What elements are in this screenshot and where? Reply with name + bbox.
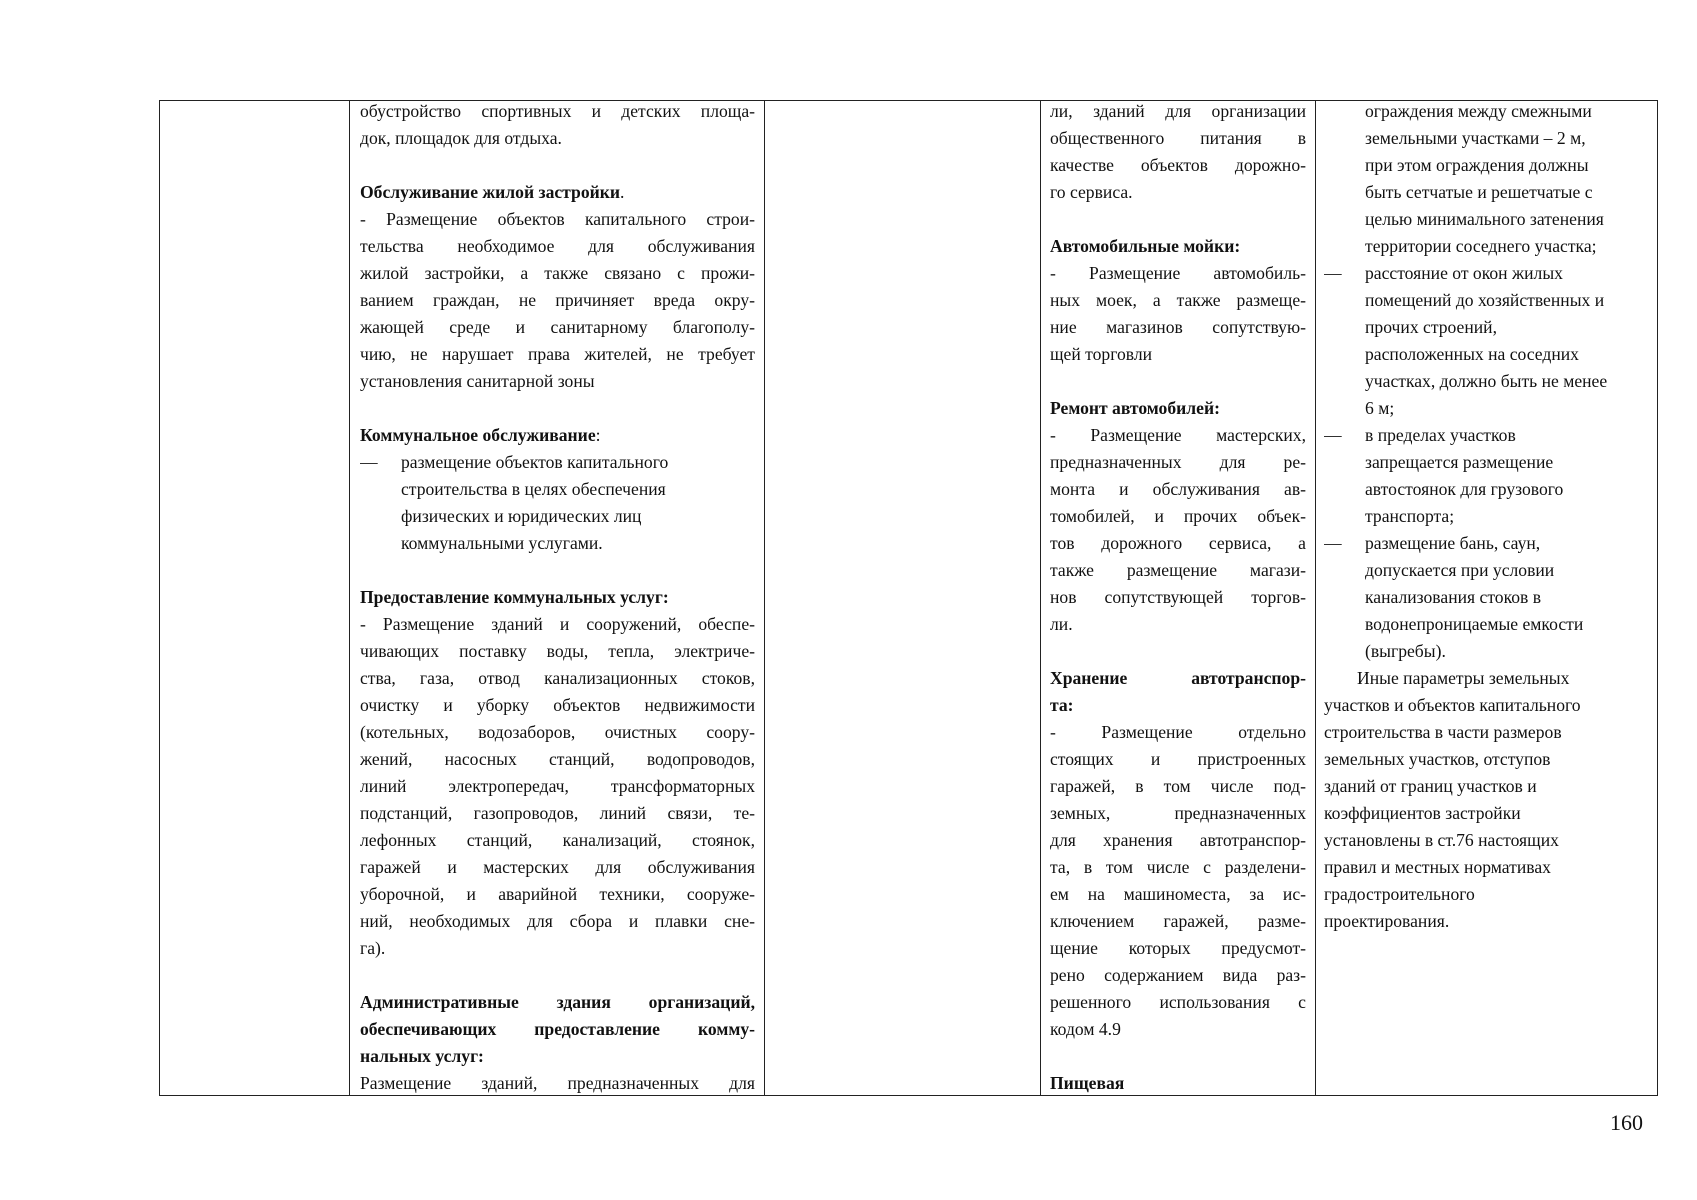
text-line: участках, должно быть не менее: [1365, 371, 1608, 391]
text-line: размещение бань, саун,: [1365, 533, 1541, 553]
text-line: тельства необходимое для обслуживания: [360, 236, 755, 256]
section-heading: Обслуживание жилой застройки.: [360, 182, 625, 202]
text-line: уборочной, и аварийной техники, сооруже-: [360, 884, 755, 904]
text-line: томобилей, и прочих объек-: [1050, 506, 1306, 526]
text-line: решенного использования с: [1050, 992, 1306, 1012]
text-line: целью минимального затенения: [1365, 209, 1604, 229]
text-line: та, в том числе с разделени-: [1050, 857, 1306, 877]
text-line: размещение объектов капитального: [401, 452, 669, 472]
dash-bullet-icon: —: [1324, 533, 1342, 553]
text-line: ем на машиноместа, за ис-: [1050, 884, 1306, 904]
text-line: помещений до хозяйственных и: [1365, 290, 1605, 310]
dash-bullet-icon: —: [1324, 425, 1342, 445]
text-line: (котельных, водозаборов, очистных соору-: [360, 722, 755, 742]
text-line: очистку и уборку объектов недвижимости: [360, 695, 755, 715]
text-line: ключением гаражей, разме-: [1050, 911, 1306, 931]
text-line: для хранения автотранспор-: [1050, 830, 1306, 850]
text-line: общественного питания в: [1050, 128, 1306, 148]
text-line: гаражей и мастерских для обслуживания: [360, 857, 755, 877]
text-line: щей торговли: [1050, 344, 1153, 364]
text-line: рено содержанием вида раз-: [1050, 965, 1306, 985]
text-line: расстояние от окон жилых: [1365, 263, 1563, 283]
text-line: Иные параметры земельных: [1357, 668, 1570, 688]
table-cell-col3: [765, 101, 1040, 1095]
column-divider: [1315, 101, 1316, 1095]
text-line: Размещение зданий, предназначенных для: [360, 1073, 755, 1093]
text-line: строительства в целях обеспечения: [401, 479, 666, 499]
text-line: территории соседнего участка;: [1365, 236, 1597, 256]
text-line: правил и местных нормативах: [1324, 857, 1551, 877]
text-line: в пределах участков: [1365, 425, 1516, 445]
column-divider: [1040, 101, 1041, 1095]
text-line: жений, насосных станций, водопроводов,: [360, 749, 755, 769]
table-cell-col4: [1050, 98, 1306, 1095]
text-line: кодом 4.9: [1050, 1019, 1121, 1039]
text-line: земных, предназначенных: [1050, 803, 1306, 823]
text-line: тов дорожного сервиса, а: [1050, 533, 1306, 553]
text-line: проектирования.: [1324, 911, 1450, 931]
text-line: чивающих поставку воды, тепла, электриче-: [360, 641, 755, 661]
bullet-item: [1324, 530, 1654, 665]
text-line: ли.: [1050, 614, 1073, 634]
text-line: установления санитарной зоны: [360, 371, 595, 391]
text-line: ли, зданий для организации: [1050, 101, 1306, 121]
text-line: ние магазинов сопутствую-: [1050, 317, 1306, 337]
text-line: физических и юридических лиц: [401, 506, 642, 526]
zoning-table: [159, 100, 1658, 1096]
text-line: транспорта;: [1365, 506, 1455, 526]
text-line: (выгребы).: [1365, 641, 1446, 661]
column-divider: [349, 101, 350, 1095]
section-heading: обеспечивающих предоставление комму-: [360, 1019, 755, 1039]
text-line: быть сетчатые и решетчатые с: [1365, 182, 1593, 202]
text-line: предназначенных для ре-: [1050, 452, 1306, 472]
dash-bullet-icon: —: [1324, 263, 1342, 283]
text-line: водонепроницаемые емкости: [1365, 614, 1584, 634]
dash-bullet-icon: —: [360, 452, 378, 472]
section-heading: Ремонт автомобилей:: [1050, 398, 1220, 418]
page-number: 160: [1610, 1110, 1643, 1135]
table-cell-col2: [360, 98, 755, 1095]
text-line: док, площадок для отдыха.: [360, 128, 562, 148]
text-line: автостоянок для грузового: [1365, 479, 1564, 499]
text-line: канализования стоков в: [1365, 587, 1542, 607]
text-line: ограждения между смежными: [1365, 101, 1592, 121]
text-line: обустройство спортивных и детских площа-: [360, 101, 755, 121]
section-heading: Коммунальное обслуживание:: [360, 425, 601, 445]
text-line: жилой застройки, а также связано с прожи-: [360, 263, 755, 283]
section-heading: Пищевая: [1050, 1073, 1125, 1093]
section-heading: Хранение автотранспор-: [1050, 668, 1306, 688]
text-line: земельных участков, отступов: [1324, 749, 1551, 769]
section-heading: Административные здания организаций,: [360, 992, 755, 1012]
section-heading: та:: [1050, 695, 1074, 715]
table-cell-col5: [1324, 98, 1654, 1095]
text-line: при этом ограждения должны: [1365, 155, 1589, 175]
text-line: участков и объектов капитального: [1324, 695, 1581, 715]
text-line: также размещение магази-: [1050, 560, 1306, 580]
text-line: гаражей, в том числе под-: [1050, 776, 1306, 796]
text-line: подстанций, газопроводов, линий связи, те-: [360, 803, 755, 823]
text-line: расположенных на соседних: [1365, 344, 1579, 364]
text-line: земельными участками – 2 м,: [1365, 128, 1586, 148]
text-line: прочих строений,: [1365, 317, 1497, 337]
text-line: - Размещение отдельно: [1050, 722, 1306, 742]
table-cell-col1: [160, 101, 349, 1095]
text-line: га).: [360, 938, 386, 958]
bullet-item: [1324, 98, 1654, 260]
section-heading: Предоставление коммунальных услуг:: [360, 587, 669, 607]
text-line: - Размещение автомобиль-: [1050, 263, 1306, 283]
text-line: нов сопутствующей торгов-: [1050, 587, 1306, 607]
bullet-item: [1324, 422, 1654, 530]
text-line: ства, газа, отвод канализационных стоков,: [360, 668, 755, 688]
text-line: 6 м;: [1365, 398, 1395, 418]
text-line: коммунальными услугами.: [401, 533, 603, 553]
text-line: лефонных станций, канализаций, стоянок,: [360, 830, 755, 850]
text-line: ванием граждан, не причиняет вреда окру-: [360, 290, 755, 310]
section-heading: Автомобильные мойки:: [1050, 236, 1241, 256]
text-line: строительства в части размеров: [1324, 722, 1562, 742]
text-line: - Размещение зданий и сооружений, обеспе-: [360, 614, 755, 634]
text-line: ний, необходимых для сбора и плавки сне-: [360, 911, 755, 931]
text-line: запрещается размещение: [1365, 452, 1554, 472]
text-line: стоящих и пристроенных: [1050, 749, 1306, 769]
text-line: - Размещение объектов капитального строи-: [360, 209, 755, 229]
text-line: градостроительного: [1324, 884, 1475, 904]
text-line: - Размещение мастерских,: [1050, 425, 1306, 445]
text-line: монта и обслуживания ав-: [1050, 479, 1306, 499]
text-line: зданий от границ участков и: [1324, 776, 1537, 796]
text-line: щение которых предусмот-: [1050, 938, 1306, 958]
section-heading: нальных услуг:: [360, 1046, 484, 1066]
text-line: линий электропередач, трансформаторных: [360, 776, 755, 796]
bullet-item: [1324, 260, 1654, 422]
text-line: допускается при условии: [1365, 560, 1555, 580]
bullet-item: [360, 449, 755, 557]
text-line: го сервиса.: [1050, 182, 1133, 202]
text-line: коэффициентов застройки: [1324, 803, 1521, 823]
text-line: чию, не нарушает права жителей, не требует: [360, 344, 755, 364]
text-line: ных моек, а также размеще-: [1050, 290, 1306, 310]
text-line: установлены в ст.76 настоящих: [1324, 830, 1559, 850]
text-line: качестве объектов дорожно-: [1050, 155, 1306, 175]
text-line: жающей среде и санитарному благополу-: [360, 317, 755, 337]
